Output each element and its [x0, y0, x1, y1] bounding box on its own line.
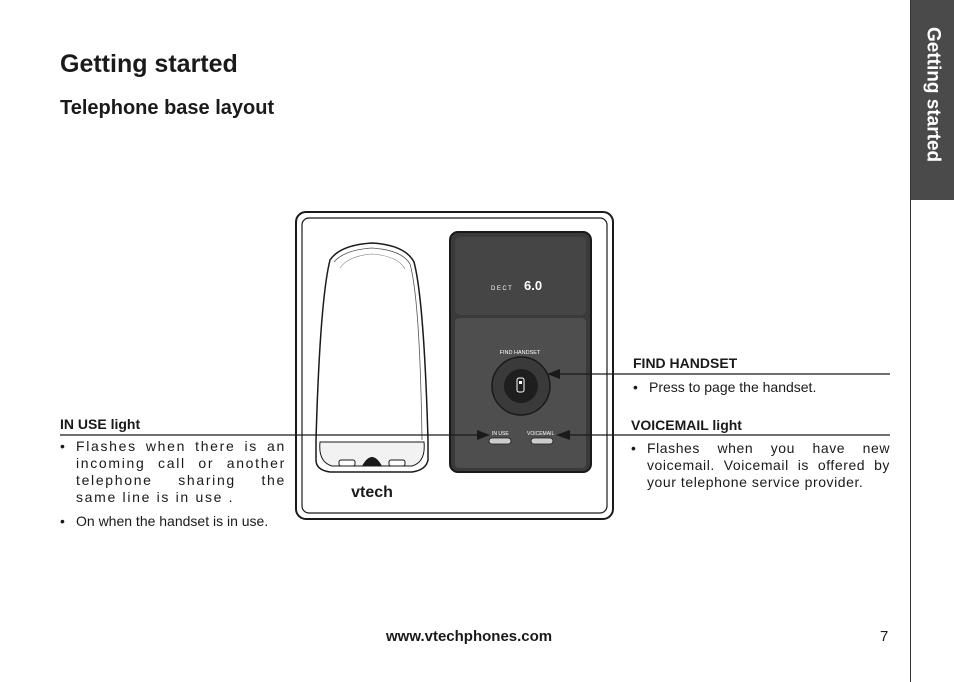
- brand-logo: vtech: [351, 484, 393, 501]
- list-item: • On when the handset is in use.: [60, 513, 286, 530]
- charging-contact-left: [339, 460, 355, 466]
- in-use-callout-title: IN USE light: [60, 416, 141, 432]
- voicemail-light: [531, 438, 553, 444]
- dect-version: 6.0: [524, 278, 543, 293]
- handset-outline: [316, 243, 428, 472]
- footer-url[interactable]: www.vtechphones.com: [386, 628, 553, 645]
- find-handset-callout-list: [633, 379, 890, 403]
- section-title: Telephone base layout: [60, 97, 275, 119]
- voicemail-panel-label: VOICEMAIL: [527, 431, 555, 437]
- control-panel-top: [455, 237, 586, 315]
- find-handset-button[interactable]: [504, 369, 538, 403]
- find-handset-panel-label: FIND HANDSET: [499, 350, 541, 356]
- in-use-light: [489, 438, 511, 444]
- page-title: Getting started: [60, 50, 238, 78]
- list-item: • Press to page the handset.: [633, 379, 890, 396]
- handset-icon-screen: [519, 381, 522, 384]
- page-number: 7: [880, 628, 889, 645]
- in-use-panel-label: IN USE: [492, 431, 509, 437]
- list-item: • Flashes when you have new voicemail. Voicemail is offered by your telephone service provider.: [631, 440, 890, 491]
- find-handset-callout-title: FIND HANDSET: [633, 355, 738, 371]
- voicemail-callout-title: VOICEMAIL light: [631, 417, 742, 433]
- dect-label: DECT: [491, 286, 514, 292]
- side-tab-label: Getting started: [922, 27, 944, 163]
- voicemail-callout-list: [631, 440, 890, 498]
- charging-contact-right: [389, 460, 405, 466]
- in-use-callout-list: [60, 438, 286, 537]
- list-item: • Flashes when there is an incoming call or another telephone sharing the same line is in use .: [60, 438, 286, 506]
